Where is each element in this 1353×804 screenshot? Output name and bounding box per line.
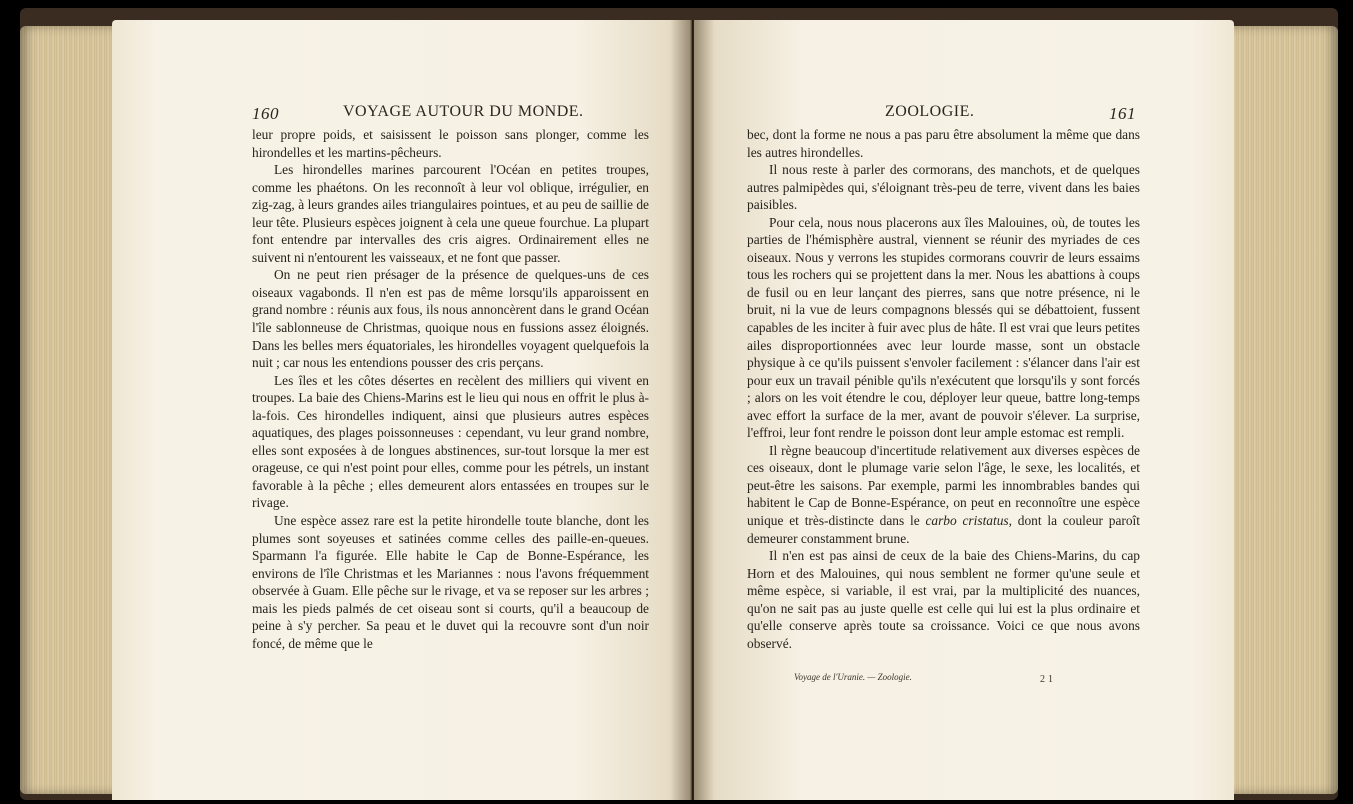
right-running-title: ZOOLOGIE. xyxy=(885,103,975,120)
page-edges-left xyxy=(20,26,120,794)
species-name: carbo cristatus xyxy=(925,513,1009,529)
left-page xyxy=(112,20,692,800)
right-running-head xyxy=(747,103,1147,127)
paragraph: Pour cela, nous nous placerons aux îles Malouines, où, de toutes les parties de l'hémisphère austral, viennent se réunir des myriades de ces oiseaux. Nous y verrons les stupides cormorans couvrir de leurs essaims tous les rochers qui se projettent dans la mer. Nous les abattions à coups de fusil ou en leur lançant des pierres, sans que notre présence, ni le bruit, ni la vue de leurs compagnons blessés qui se débattoient, fussent capables de les inciter à fuir avec plus de hâte. Il est vrai que leurs petites ailes disproportionnées avec leur lourde masse, sont un obstacle physique à ce qu'ils puissent s'envoler facilement : s'élancer dans l'air est pour eux un travail pénible qu'ils n'exécutent que lorsqu'ils y sont forcés ; alors on les voit étendre le cou, déployer leur queue, battre long-temps avec effort la surface de la mer, avant de pouvoir s'élever. La surprise, l'effroi, leur font rendre le poisson dont leur ample estomac est rempli. xyxy=(747,214,1140,441)
signature-mark: 21 xyxy=(1040,674,1056,685)
left-running-head xyxy=(252,103,652,127)
paragraph: Les hirondelles marines parcourent l'Océan en petites troupes, comme les phaétons. On les reconnoît à leur vol oblique, irrégulier, en zig-zag, à leurs grandes ailes triangulaires pointues, et au peu de saillie de leur tête. Plusieurs espèces joignent à cela une queue fourchue. La plupart font entendre par intervalles des cris aigres. Ordinairement elles ne suivent ni n'entourent les vaisseaux, et ne font que passer. xyxy=(252,162,649,265)
right-page xyxy=(694,20,1234,800)
paragraph: Une espèce assez rare est la petite hirondelle toute blanche, dont les plumes sont soyeuses et satinées comme celles des paille-en-queues. Sparmann l'a figurée. Elle habite le Cap de Bonne-Espérance, les environs de l'île Christmas et les Mariannes : nous l'avons fréquemment observée à Guam. Elle pêche sur le rivage, et va se reposer sur les arbres ; mais les pieds palmés de cet oiseau sont si courts, qu'il a beaucoup de peine à s'y percher. Sa peau et le duvet qui la recouvre sont d'un noir foncé, de même que le xyxy=(252,513,649,651)
paragraph: On ne peut rien présager de la présence de quelques-uns de ces oiseaux vagabonds. Il n'en est pas de même lorsqu'ils apparoissent en grand nombre : réunis aux fous, ils nous annoncèrent dans le grand Océan l'île sablonneuse de Christmas, quoique nous en fussions assez éloignés. Dans les belles mers équatoriales, les hirondelles voyagent quelquefois la nuit ; car nous les entendions pousser des cris perçans. xyxy=(252,267,649,371)
paragraph: leur propre poids, et saisissent le poisson sans plonger, comme les hirondelles et les martins-pêcheurs. xyxy=(252,127,649,160)
paragraph: Il n'en est pas ainsi de ceux de la baie des Chiens-Marins, du cap Horn et des Malouines, qui nous semblent ne former qu'une seule et même espèce, si variable, il est vrai, par la multiplicité des nuances, qu'on ne sait pas au juste quelle est celle qui lui est la plus ordinaire et qu'elle conserve après toute sa croissance. Voici ce que nous avons observé. xyxy=(747,548,1140,651)
right-page-number: 161 xyxy=(1109,104,1136,123)
paragraph-text: , dont la couleur paroît demeurer constamment brune. xyxy=(747,513,1140,546)
paragraph-text: Il règne beaucoup d'incertitude relativement aux diverses espèces de ces oiseaux, dont le plumage varie selon l'âge, le sexe, les localités, et peut-être les saisons. Par exemple, parmi les innombrables bandes qui habitent le Cap de Bonne-Espérance, on peut en reconnoître une espèce unique et très-distincte dans le xyxy=(747,442,1140,529)
page-edges-right xyxy=(1228,26,1338,794)
left-page-number: 160 xyxy=(252,104,279,123)
paragraph: Il nous reste à parler des cormorans, des manchots, et de quelques autres palmipèdes qui, s'éloignant très-peu de terre, vivent dans les baies paisibles. xyxy=(747,162,1140,213)
right-body-text xyxy=(747,126,1140,652)
paragraph: Les îles et les côtes désertes en recèlent des milliers qui vivent en troupes. La baie des Chiens-Marins est le lieu qui nous en offrit le plus à-la-fois. Ces hirondelles indiquent, ainsi que plusieurs autres espèces aquatiques, des plages poissonneuses : cependant, vu leur grand nombre, elles sont exposées à de longues abstinences, sur-tout lorsque la mer est orageuse, ce qui n'est point pour elles, comme pour les pétrels, un instant favorable à la pêche ; elles demeurent alors entassées en troupes sur le rivage. xyxy=(252,372,649,511)
book-gutter xyxy=(670,20,714,800)
paragraph: bec, dont la forme ne nous a pas paru être absolument la même que dans les autres hirondelles. xyxy=(747,127,1140,160)
footer-credit: Voyage de l'Uranie. — Zoologie. xyxy=(794,672,912,682)
paragraph xyxy=(747,442,1140,547)
left-running-title: VOYAGE AUTOUR DU MONDE. xyxy=(343,103,584,120)
book-binding xyxy=(20,8,1338,800)
left-body-text xyxy=(252,126,649,652)
